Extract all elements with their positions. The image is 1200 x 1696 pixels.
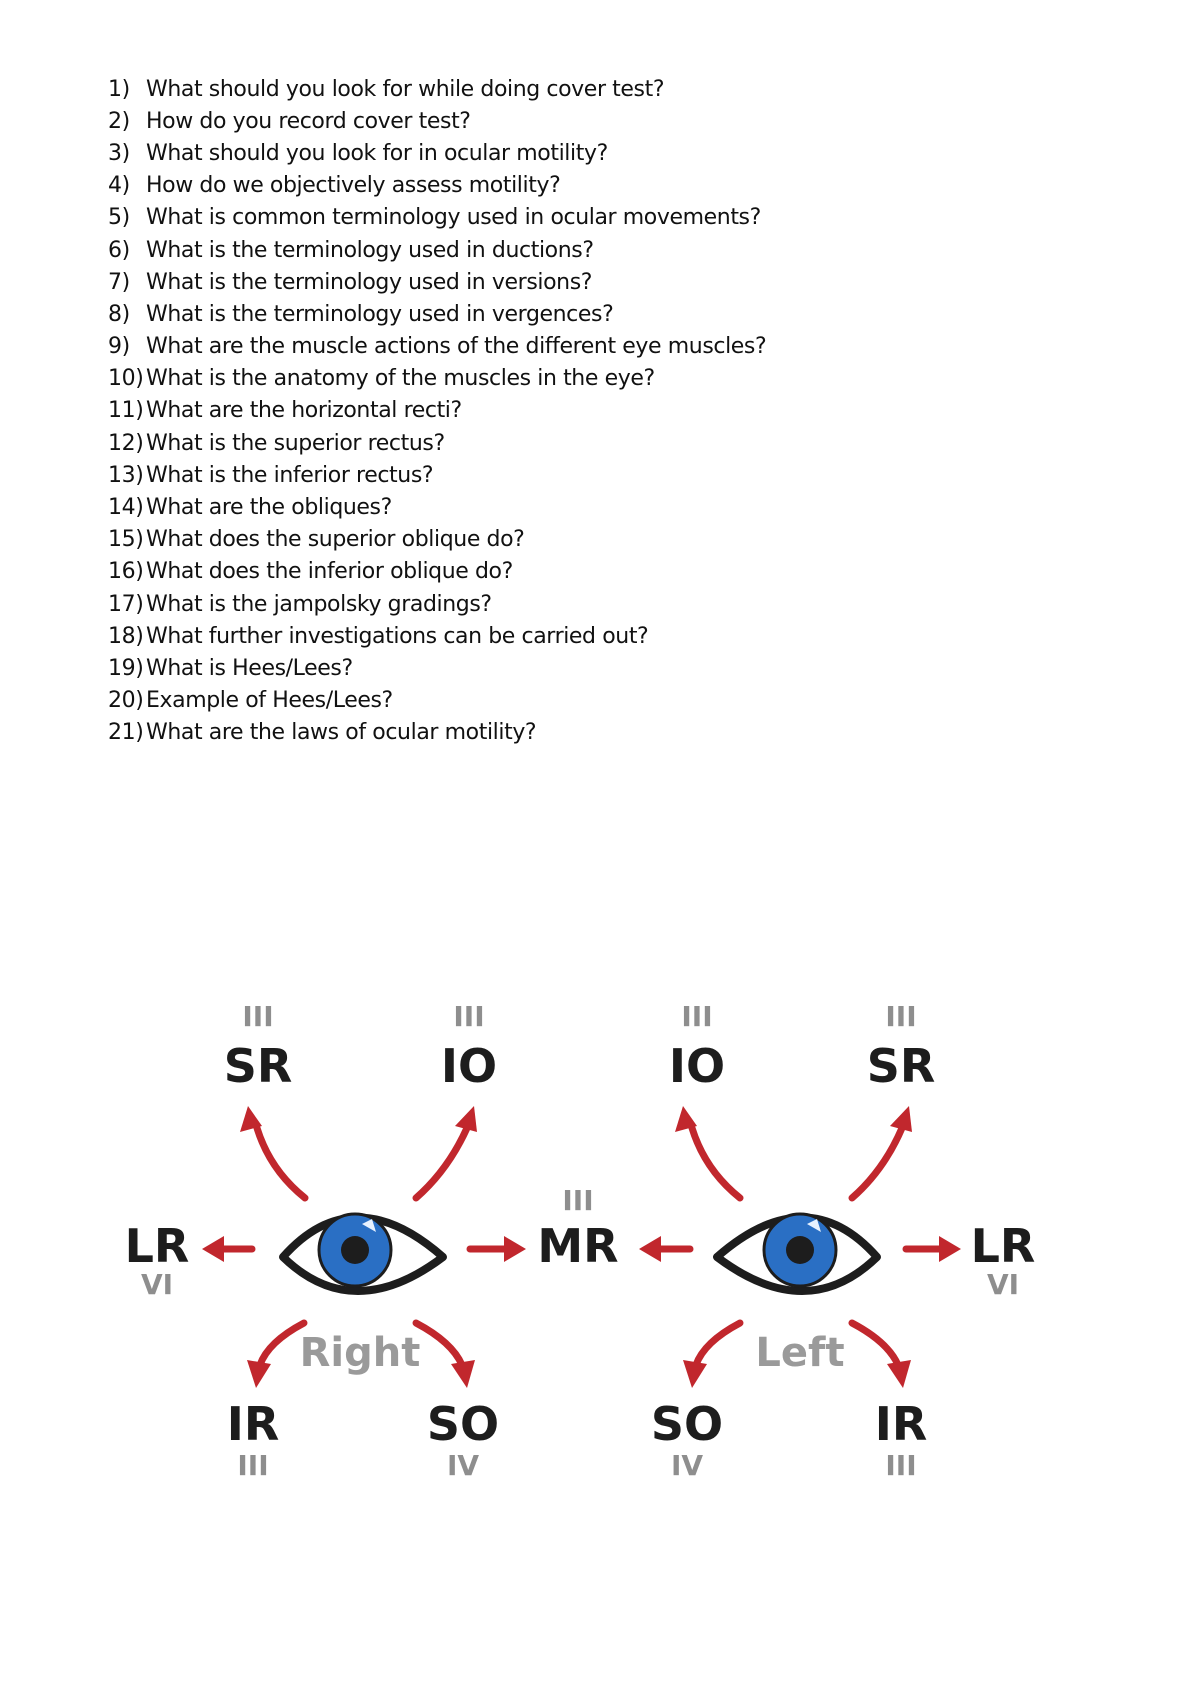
question-item <box>108 266 1008 298</box>
question-number: 6) <box>108 237 130 263</box>
question-text: What are the obliques? <box>146 495 392 521</box>
question-item <box>108 331 1008 363</box>
question-text: How do you record cover test? <box>146 108 471 134</box>
nerve-label-right-lr: VI <box>140 1268 174 1301</box>
muscle-label-left-so: SO <box>650 1397 724 1451</box>
question-item <box>108 202 1008 234</box>
question-number: 8) <box>108 301 130 327</box>
question-number: 10) <box>108 366 144 392</box>
question-item <box>108 137 1008 169</box>
muscle-label-mr: MR <box>537 1219 619 1273</box>
question-item <box>108 234 1008 266</box>
question-item <box>108 556 1008 588</box>
question-item <box>108 363 1008 395</box>
question-item <box>108 524 1008 556</box>
arrow-right-io <box>416 1106 477 1198</box>
question-text: What is Hees/Lees? <box>146 655 353 681</box>
question-item <box>108 685 1008 717</box>
muscle-label-left-ir: IR <box>874 1397 928 1451</box>
question-text: What should you look for while doing cover test? <box>146 76 665 102</box>
question-number: 16) <box>108 559 144 585</box>
muscle-label-left-lr: LR <box>970 1219 1036 1273</box>
question-text: What does the superior oblique do? <box>146 527 525 553</box>
question-item <box>108 588 1008 620</box>
question-number: 19) <box>108 655 144 681</box>
question-text: What is the terminology used in versions? <box>146 269 593 295</box>
nerve-label-right-ir: III <box>237 1449 269 1482</box>
question-item <box>108 491 1008 523</box>
question-item <box>108 298 1008 330</box>
nerve-label-right-sr: III <box>242 1000 274 1033</box>
nerve-label-left-so: IV <box>670 1449 704 1482</box>
question-text: Example of Hees/Lees? <box>146 688 393 714</box>
question-item <box>108 170 1008 202</box>
arrow-left-io <box>675 1106 740 1198</box>
question-text: What should you look for in ocular motility? <box>146 140 608 166</box>
muscle-label-right-so: SO <box>426 1397 500 1451</box>
arrow-right-lr <box>202 1236 252 1262</box>
right-eye-icon <box>283 1214 443 1291</box>
question-number: 1) <box>108 76 130 102</box>
arrow-right-sr <box>240 1106 305 1198</box>
question-item <box>108 459 1008 491</box>
question-text: What is common terminology used in ocular movements? <box>146 205 761 231</box>
question-number: 14) <box>108 495 144 521</box>
question-text: What is the inferior rectus? <box>146 462 434 488</box>
question-item <box>108 652 1008 684</box>
question-item <box>108 105 1008 137</box>
arrow-right-ir <box>247 1323 304 1388</box>
muscle-label-left-sr: SR <box>866 1039 936 1093</box>
nerve-label-left-sr: III <box>885 1000 917 1033</box>
question-text: What is the anatomy of the muscles in the eye? <box>146 366 655 392</box>
question-text: What is the jampolsky gradings? <box>146 591 492 617</box>
question-text: What is the superior rectus? <box>146 430 445 456</box>
question-number: 11) <box>108 398 144 424</box>
nerve-label-right-io: III <box>453 1000 485 1033</box>
question-number: 17) <box>108 591 144 617</box>
question-number: 12) <box>108 430 144 456</box>
question-item <box>108 427 1008 459</box>
muscle-label-right-ir: IR <box>226 1397 280 1451</box>
question-number: 13) <box>108 462 144 488</box>
question-number: 3) <box>108 140 130 166</box>
question-number: 5) <box>108 205 130 231</box>
question-number: 20) <box>108 688 144 714</box>
question-item <box>108 73 1008 105</box>
nerve-label-left-lr: VI <box>986 1268 1020 1301</box>
arrow-right-mr <box>470 1236 526 1262</box>
question-text: What further investigations can be carried out? <box>146 623 649 649</box>
question-text: How do we objectively assess motility? <box>146 173 561 199</box>
question-item <box>108 717 1008 749</box>
left-eye-label: Left <box>755 1330 845 1376</box>
question-number: 21) <box>108 720 144 746</box>
muscle-label-left-io: IO <box>668 1039 726 1093</box>
question-number: 7) <box>108 269 130 295</box>
question-text: What are the laws of ocular motility? <box>146 720 537 746</box>
arrow-left-mr <box>639 1236 690 1262</box>
question-list <box>108 73 1008 749</box>
question-text: What is the terminology used in vergences? <box>146 301 614 327</box>
arrow-left-lr <box>906 1236 961 1262</box>
arrow-left-so <box>683 1323 740 1388</box>
nerve-label-right-so: IV <box>446 1449 480 1482</box>
nerve-label-left-io: III <box>681 1000 713 1033</box>
question-number: 15) <box>108 527 144 553</box>
question-text: What are the muscle actions of the different eye muscles? <box>146 334 767 360</box>
question-item <box>108 395 1008 427</box>
question-number: 2) <box>108 108 130 134</box>
question-item <box>108 620 1008 652</box>
nerve-label-left-ir: III <box>885 1449 917 1482</box>
left-eye-icon <box>717 1214 877 1291</box>
question-text: What is the terminology used in ductions? <box>146 237 594 263</box>
question-text: What does the inferior oblique do? <box>146 559 513 585</box>
arrow-right-so <box>416 1323 475 1388</box>
muscle-label-right-io: IO <box>440 1039 498 1093</box>
eye-muscle-diagram <box>0 980 1200 1520</box>
arrow-left-ir <box>852 1323 911 1388</box>
nerve-label-mr: III <box>562 1184 594 1217</box>
question-number: 9) <box>108 334 130 360</box>
muscle-label-right-sr: SR <box>223 1039 293 1093</box>
question-number: 18) <box>108 623 144 649</box>
question-text: What are the horizontal recti? <box>146 398 462 424</box>
right-eye-label: Right <box>299 1330 421 1376</box>
muscle-label-right-lr: LR <box>124 1219 190 1273</box>
arrow-left-sr <box>852 1106 912 1198</box>
question-number: 4) <box>108 173 130 199</box>
